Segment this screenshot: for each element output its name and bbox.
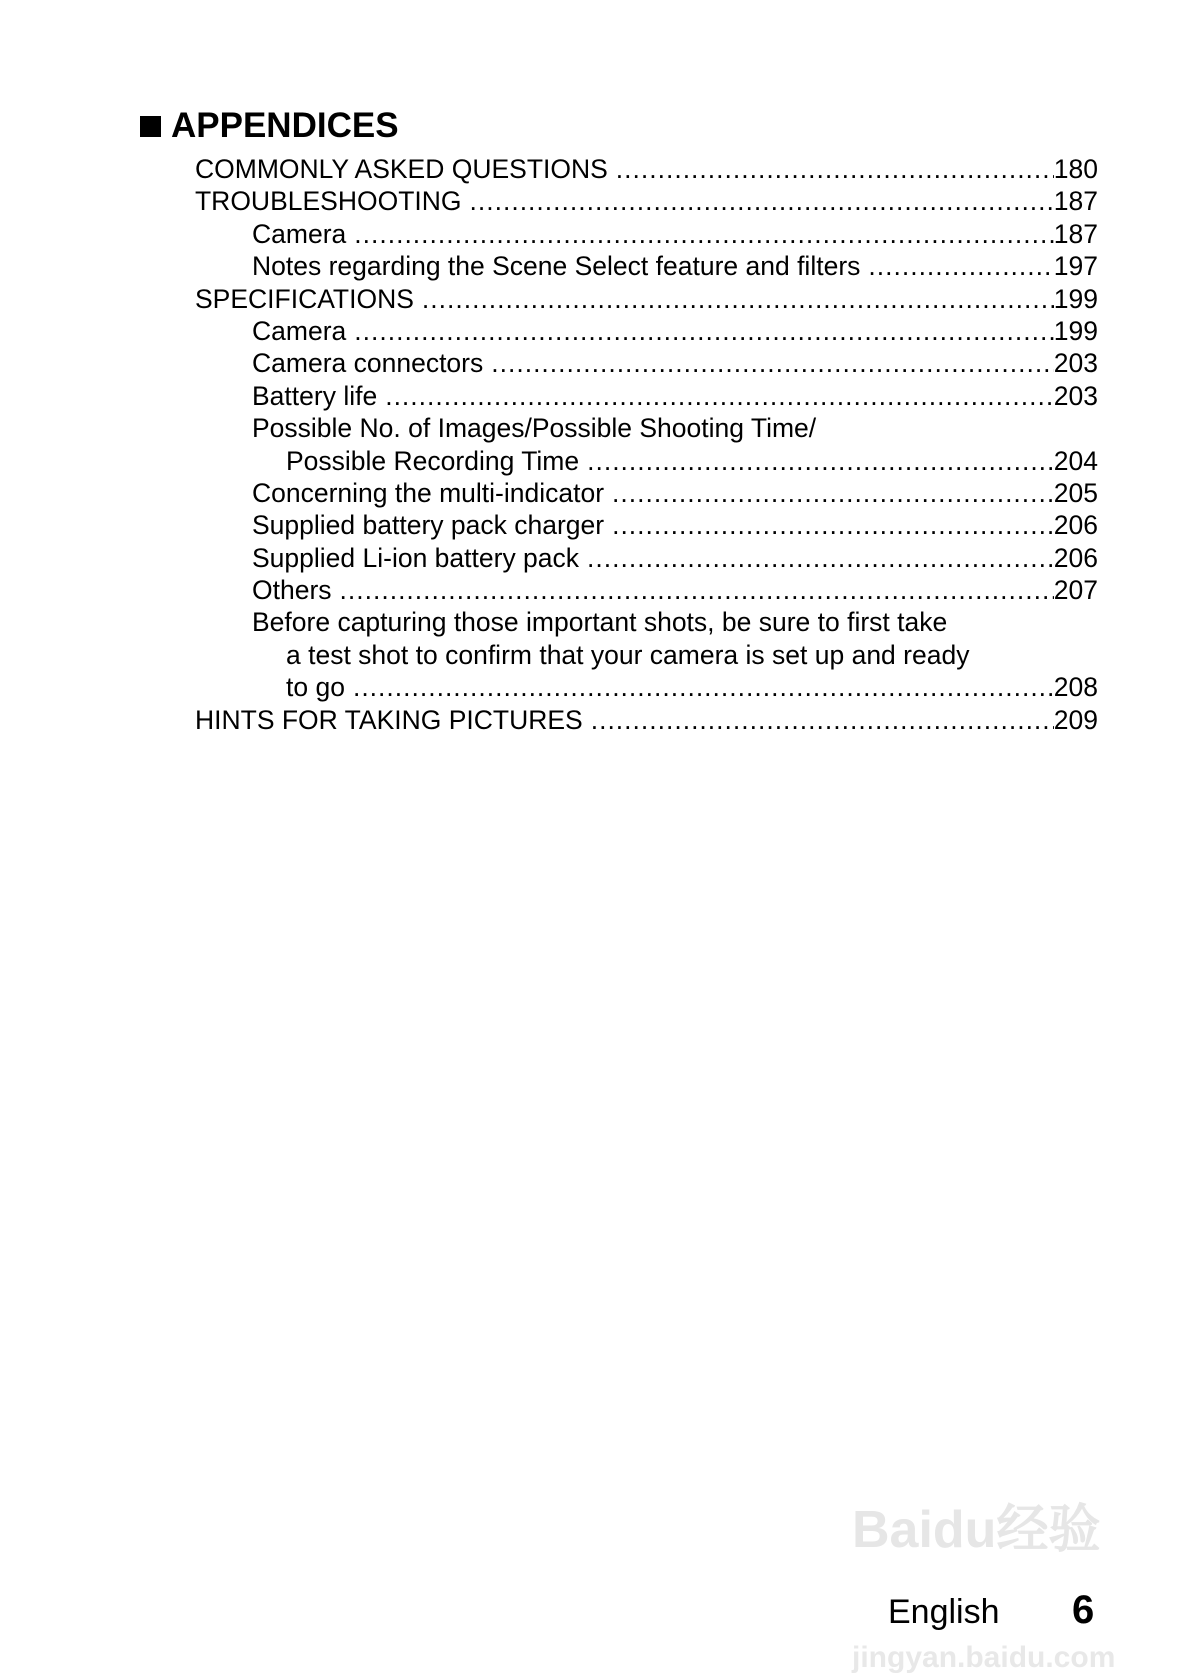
toc-entry[interactable] <box>0 704 1192 736</box>
entry-label: COMMONLY ASKED QUESTIONS <box>195 154 608 184</box>
toc-entry[interactable] <box>0 185 1192 217</box>
dot-leader <box>422 283 1054 315</box>
toc-entry[interactable] <box>0 218 1192 250</box>
dot-leader <box>340 574 1054 606</box>
toc-entry-line[interactable] <box>0 412 1192 444</box>
entry-page: 206 <box>1053 510 1098 541</box>
toc-entry[interactable] <box>0 380 1192 412</box>
dot-leader <box>612 477 1054 509</box>
entry-label: Supplied Li-ion battery pack <box>252 542 580 573</box>
toc-entry[interactable] <box>0 445 1192 477</box>
entry-page: 206 <box>1053 542 1098 573</box>
dot-leader <box>616 153 1054 185</box>
entry-label: Supplied battery pack charger <box>252 510 605 541</box>
dot-leader <box>470 185 1054 217</box>
dot-leader <box>354 218 1054 250</box>
entry-label: Camera connectors <box>252 348 484 379</box>
dot-leader <box>587 445 1054 477</box>
page-number: 6 <box>1072 1588 1095 1632</box>
entry-label: SPECIFICATIONS <box>195 283 414 314</box>
toc-entry-line[interactable] <box>0 606 1192 638</box>
toc-entry[interactable] <box>0 542 1192 574</box>
entry-label: Others <box>252 575 332 606</box>
entry-page: 203 <box>1053 348 1098 379</box>
table-of-contents <box>0 153 1192 736</box>
toc-entry[interactable] <box>0 283 1192 315</box>
watermark-url: jingyan.baidu.com <box>852 1641 1116 1674</box>
toc-entry[interactable] <box>0 250 1192 282</box>
dot-leader <box>591 704 1054 736</box>
entry-page: 180 <box>1053 154 1098 184</box>
dot-leader <box>587 542 1054 574</box>
entry-label-continued: to go <box>286 672 345 703</box>
toc-entry[interactable] <box>0 347 1192 379</box>
footer-language: English <box>888 1593 1000 1631</box>
entry-page: 207 <box>1053 575 1098 606</box>
entry-label: TROUBLESHOOTING <box>195 186 462 217</box>
dot-leader <box>612 509 1054 541</box>
toc-entry[interactable] <box>0 509 1192 541</box>
toc-entry[interactable] <box>0 477 1192 509</box>
toc-entry[interactable] <box>0 315 1192 347</box>
entry-page: 187 <box>1053 186 1098 217</box>
dot-leader <box>353 671 1054 703</box>
toc-entry[interactable] <box>0 574 1192 606</box>
entry-page: 205 <box>1053 477 1098 508</box>
entry-label: Before capturing those important shots, be sure to first take <box>252 607 948 638</box>
toc-entry[interactable] <box>0 153 1192 185</box>
entry-label: HINTS FOR TAKING PICTURES <box>195 704 583 735</box>
toc-entry[interactable] <box>0 671 1192 703</box>
entry-page: 187 <box>1053 218 1098 249</box>
entry-label-continued: a test shot to confirm that your camera is set up and ready <box>286 639 970 670</box>
entry-label: Camera <box>252 315 347 346</box>
entry-page: 197 <box>1053 251 1098 282</box>
entry-page: 203 <box>1053 380 1098 411</box>
entry-page: 199 <box>1053 315 1098 346</box>
entry-label: Camera <box>252 218 347 249</box>
entry-label: Concerning the multi-indicator <box>252 477 605 508</box>
dot-leader <box>491 347 1054 379</box>
entry-page: 208 <box>1053 672 1098 703</box>
entry-page: 199 <box>1053 283 1098 314</box>
section-heading <box>140 106 399 146</box>
entry-label-continued: Possible Recording Time <box>286 445 580 476</box>
dot-leader <box>354 315 1054 347</box>
entry-label: Battery life <box>252 380 378 411</box>
dot-leader <box>868 250 1053 282</box>
heading-text: APPENDICES <box>171 106 399 145</box>
square-bullet-icon <box>140 116 161 137</box>
dot-leader <box>385 380 1054 412</box>
entry-page: 209 <box>1053 704 1098 735</box>
entry-page: 204 <box>1053 445 1098 476</box>
baidu-watermark-logo: Baidu经验 <box>852 1501 1101 1559</box>
entry-label: Possible No. of Images/Possible Shooting Time/ <box>252 413 817 444</box>
entry-label: Notes regarding the Scene Select feature and filters <box>252 251 861 282</box>
toc-entry-line[interactable] <box>0 639 1192 671</box>
